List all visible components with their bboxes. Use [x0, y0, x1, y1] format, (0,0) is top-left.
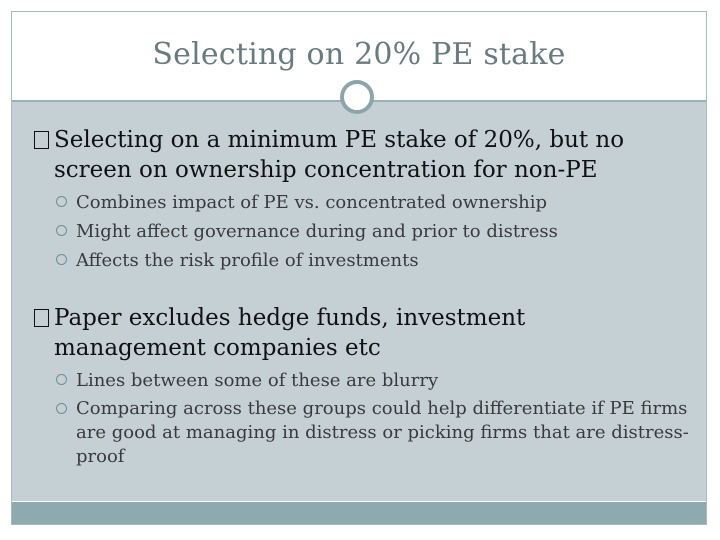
bullet-item — [34, 303, 694, 363]
sub-bullet-item — [56, 188, 694, 217]
circle-bullet-icon — [56, 225, 67, 236]
sub-bullet-text: Affects the risk profile of investments — [76, 250, 419, 271]
circle-bullet-icon — [56, 254, 67, 265]
sub-bullet-item — [56, 397, 694, 469]
sub-bullet-text: Combines impact of PE vs. concentrated ownership — [76, 192, 548, 213]
bullet-item — [34, 125, 694, 185]
circle-bullet-icon — [56, 374, 67, 385]
ring-ornament-icon — [340, 80, 374, 114]
bullet-text-line: management companies etc — [54, 335, 381, 361]
square-bullet-icon — [34, 309, 49, 327]
footer-bar — [12, 502, 706, 524]
circle-bullet-icon — [56, 403, 67, 414]
sub-bullet-list — [56, 188, 694, 275]
square-bullet-icon — [34, 131, 49, 149]
sub-bullet-text: Lines between some of these are blurry — [76, 370, 439, 391]
bullet-list — [34, 125, 694, 469]
sub-bullet-item — [56, 217, 694, 246]
bullet-group-2 — [34, 303, 694, 469]
bullet-text-line: screen on ownership concentration for non-PE — [54, 157, 598, 183]
bullet-text-line: Paper excludes hedge funds, investment — [54, 305, 526, 331]
bullet-text-line: Selecting on a minimum PE stake of 20%, but no — [54, 127, 625, 153]
slide-title: Selecting on 20% PE stake — [152, 36, 566, 72]
ring-center — [349, 89, 365, 105]
circle-bullet-icon — [56, 196, 67, 207]
sub-bullet-item — [56, 366, 694, 395]
sub-bullet-text: Might affect governance during and prior to distress — [76, 221, 558, 242]
bullet-group-1 — [34, 125, 694, 275]
sub-bullet-item — [56, 246, 694, 275]
sub-bullet-text: Comparing across these groups could help differentiate if PE firms are good at managing in distress or picking firms that are distress-proof — [76, 398, 689, 467]
sub-bullet-list — [56, 366, 694, 469]
